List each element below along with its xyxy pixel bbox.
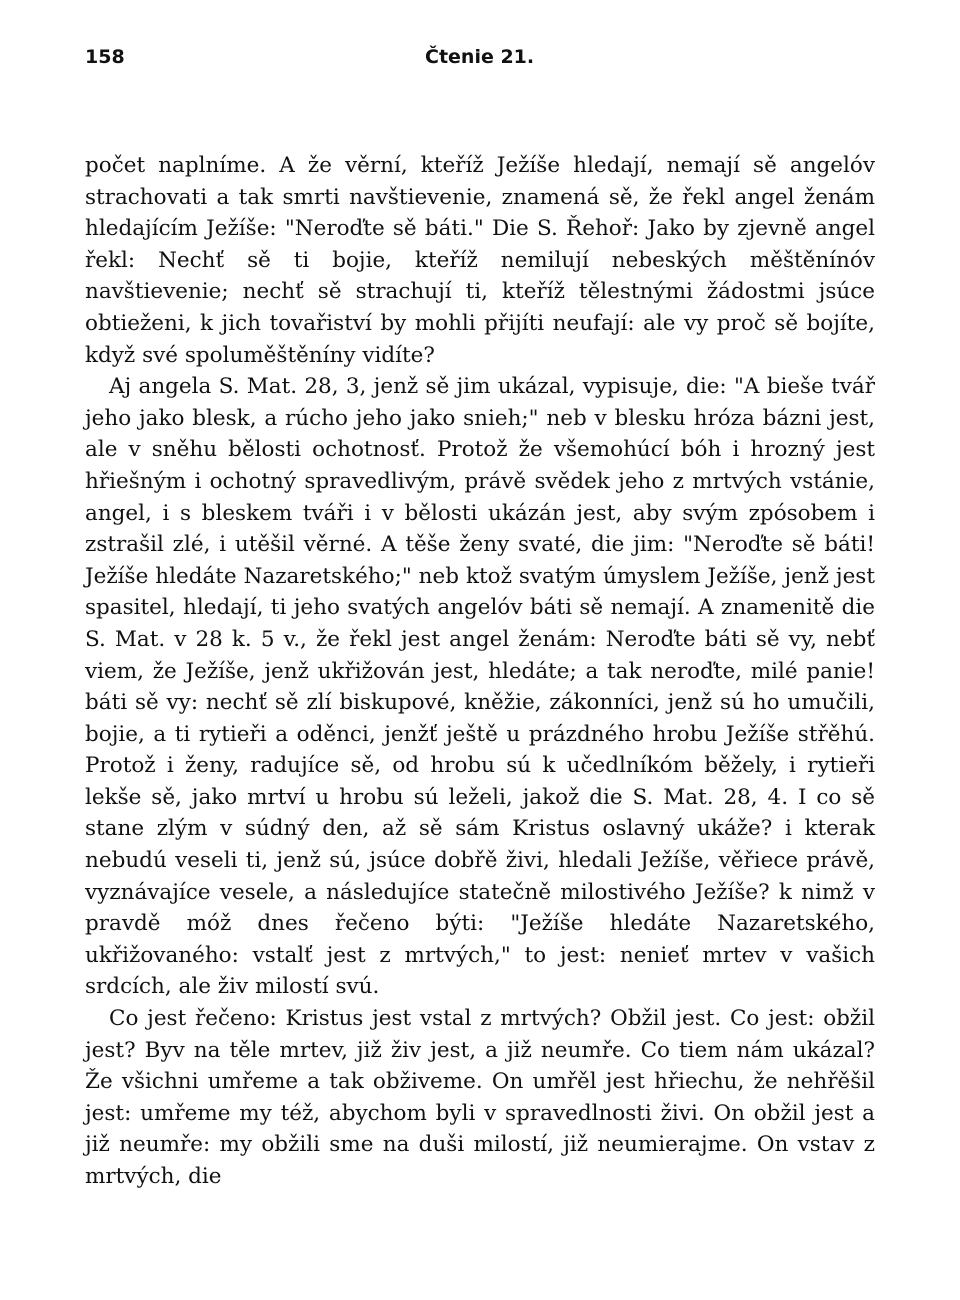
page-number: 158 — [85, 46, 125, 68]
paragraph: počet naplníme. A že věrní, kteříž Ježíše hledají, nemají sě angelóv strachovati a tak smrti navštievenie, znamená sě, že řekl angel ženám hledajícím Ježíše: "Neroďte sě báti." Die S. Řehoř: Jako by zjevně angel řekl: Nechť sě ti bojie, kteříž nemilují nebeských měštěnínóv navštievenie; nechť sě strachují ti, kteříž tělestnými žádostmi jsúce obtieženi, k jich tovařiství by mohli přijíti neufají: ale vy proč sě bojíte, když své spoluměštěníny vidíte? — [85, 153, 875, 368]
paragraph: Co jest řečeno: Kristus jest vstal z mrtvých? Obžil jest. Co jest: obžil jest? Byv na těle mrtev, již živ jest, a již neumře. Co tiem nám ukázal? Že všichni umřeme a tak obživeme. On umřěl jest hřiechu, že nehřěšil jest: umřeme my též, abychom byli v spravedlnosti živi. On obžil jest a již neumře: my obžili sme na duši milostí, již neumierajme. On vstav z mrtvých, die — [85, 1006, 875, 1189]
body-text — [85, 150, 875, 1193]
running-head: Čtenie 21. — [425, 46, 535, 68]
page-header — [85, 40, 875, 80]
paragraph: Aj angela S. Mat. 28, 3, jenž sě jim ukázal, vypisuje, die: "A bieše tvář jeho jako blesk, a rúcho jeho jako snieh;" neb v blesku hróza bázni jest, ale v sněhu bělosti ochotnosť. Protož že všemohúcí bóh i hrozný jest hřiešným i ochotný spravedlivým, právě svědek jeho z mrtvých vstánie, angel, i s bleskem tváři i v bělosti ukázán jest, aby svým zpósobem i zstrašil zlé, i utěšil věrné. A těše ženy svaté, die jim: "Neroďte sě báti! Ježíše hledáte Nazaretského;" neb ktož svatým úmyslem Ježíše, jenž jest spasitel, hledají, ti jeho svatých angelóv báti sě nemají. A znamenitě die S. Mat. v 28 k. 5 v., že řekl jest angel ženám: Neroďte báti sě vy, nebť viem, že Ježíše, jenž ukřižován jest, hledáte; a tak neroďte, milé panie! báti sě vy: nechť sě zlí biskupové, kněžie, zákonníci, jenž sú ho umučili, bojie, a ti rytieři a oděnci, jenžť ještě u prázdného hrobu Ježíše střěhú. Protož i ženy, radujíce sě, od hrobu sú k učedlníkóm běžely, i rytieři lekše sě, jako mrtví u hrobu sú leželi, jakož die S. Mat. 28, 4. I co sě stane zlým v súdný den, až sě sám Kristus oslavný ukáže? i kterak nebudú veseli ti, jenž sú, jsúce dobřě živi, hledali Ježíše, věřiece právě, vyznávajíce vesele, a následujíce statečně milostivého Ježíše? k nimž v pravdě móž dnes řečeno býti: "Ježíše hledáte Nazaretského, ukřižovaného: vstalť jest z mrtvých," to jest: nenieť mrtev v vašich srdcích, ale živ milostí svú. — [85, 374, 875, 1000]
book-page — [85, 40, 875, 1193]
